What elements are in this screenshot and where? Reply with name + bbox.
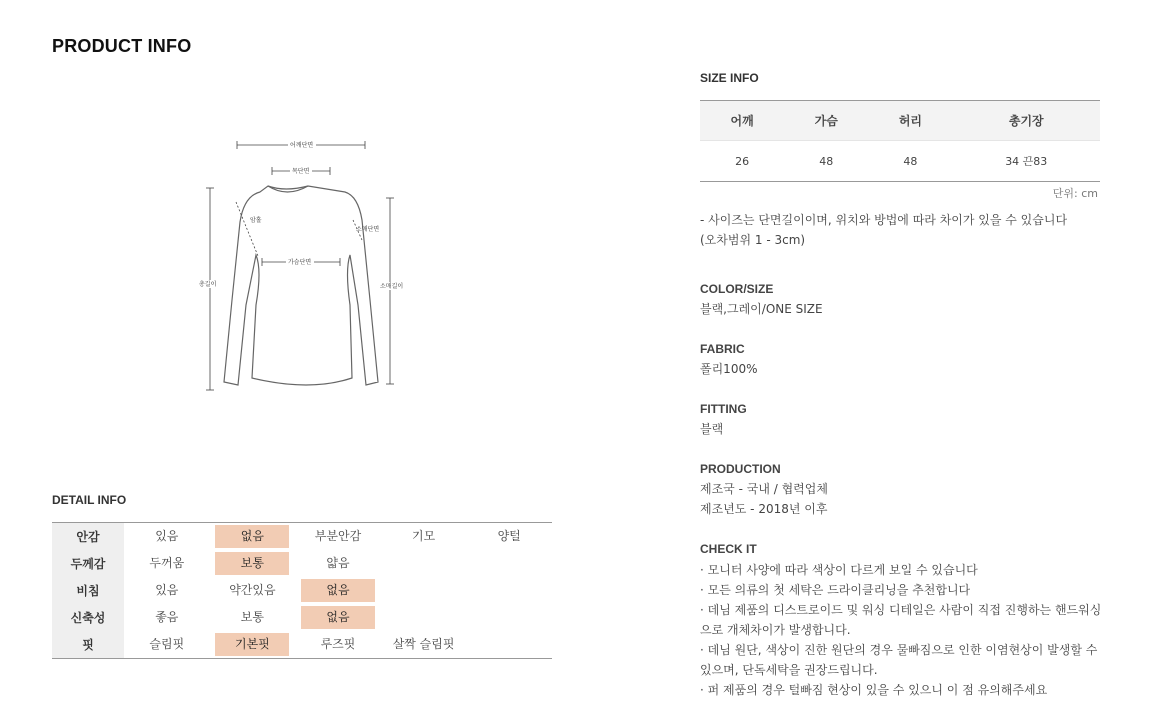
detail-info-title: DETAIL INFO <box>52 493 127 507</box>
size-unit: 단위: cm <box>1052 187 1098 200</box>
detail-cell <box>210 631 296 659</box>
size-value-chest: 48 <box>819 154 834 168</box>
detail-row-label: 안감 <box>52 523 124 551</box>
detail-option: 슬림핏 <box>149 637 185 651</box>
detail-option: 기모 <box>411 529 436 543</box>
size-value-waist: 48 <box>903 154 918 168</box>
color-size-label: COLOR/SIZE <box>700 282 774 296</box>
detail-row-label: 핏 <box>52 631 124 659</box>
label-shoulder: 어깨단면 <box>290 142 314 149</box>
check-it-item: · 퍼 제품의 경우 털빠짐 현상이 있을 수 있으니 이 점 유의해주세요 <box>700 683 1048 697</box>
detail-cell <box>295 523 381 551</box>
detail-cell <box>210 604 296 631</box>
detail-row-label: 신축성 <box>52 604 124 631</box>
label-armhole: 암홀 <box>250 217 262 224</box>
detail-row <box>52 523 552 551</box>
production-label: PRODUCTION <box>700 462 781 476</box>
detail-option-selected: 기본핏 <box>215 633 289 656</box>
production-line1: 제조국 - 국내 / 협력업체 <box>700 482 828 496</box>
detail-cell <box>295 577 381 604</box>
size-note-line2: (오차범위 1 - 3cm) <box>700 233 806 247</box>
check-it-item: · 데님 제품의 디스트로이드 및 워싱 디테일은 사람이 직접 진행하는 핸드워싱으로 개체차이가 발생합니다. <box>700 603 1102 637</box>
detail-cell <box>124 604 210 631</box>
detail-row-label: 비침 <box>52 577 124 604</box>
detail-option: 보통 <box>240 610 264 624</box>
check-it-item: · 모든 의류의 첫 세탁은 드라이클리닝을 추천합니다 <box>700 583 971 597</box>
detail-row <box>52 631 552 659</box>
size-note <box>700 210 1100 250</box>
label-total-length: 총길이 <box>199 281 217 288</box>
detail-row <box>52 577 552 604</box>
detail-row <box>52 604 552 631</box>
garment-diagram-svg <box>190 130 420 400</box>
size-header-chest: 가슴 <box>784 101 868 141</box>
detail-option: 양털 <box>497 529 521 543</box>
detail-cell <box>210 577 296 604</box>
size-table <box>700 100 1100 182</box>
fitting-value: 블랙 <box>700 422 724 436</box>
size-header-length: 총기장 <box>953 101 1100 141</box>
detail-cell <box>295 631 381 659</box>
detail-row <box>52 550 552 577</box>
detail-row-label: 두께감 <box>52 550 124 577</box>
check-it-label: CHECK IT <box>700 542 757 556</box>
detail-cell <box>381 577 467 604</box>
fitting-label: FITTING <box>700 402 747 416</box>
detail-option: 약간있음 <box>229 583 276 597</box>
detail-option: 부분안감 <box>314 529 362 543</box>
detail-cell <box>295 550 381 577</box>
size-note-line1: - 사이즈는 단면길이이며, 위치와 방법에 따라 차이가 있을 수 있습니다 <box>700 213 1068 227</box>
detail-option: 있음 <box>155 583 179 597</box>
size-value-length: 34 끈83 <box>1005 155 1048 168</box>
fabric-label: FABRIC <box>700 342 745 356</box>
detail-cell <box>124 577 210 604</box>
detail-cell <box>124 550 210 577</box>
detail-cell <box>210 523 296 551</box>
detail-cell <box>466 523 552 551</box>
check-it-item: · 데님 원단, 색상이 진한 원단의 경우 물빠짐으로 인한 이염현상이 발생할 수 있으며, 단독세탁을 권장드립니다. <box>700 643 1098 677</box>
detail-option: 루즈핏 <box>320 637 356 651</box>
garment-outline <box>224 186 378 385</box>
detail-cell <box>466 604 552 631</box>
size-value-row <box>700 141 1100 182</box>
fabric-value: 폴리100% <box>700 362 758 376</box>
detail-cell <box>466 631 552 659</box>
detail-info-table <box>52 522 552 659</box>
label-sleeve-length: 소매길이 <box>380 283 404 290</box>
check-it-item: · 모니터 사양에 따라 색상이 다르게 보일 수 있습니다 <box>700 563 978 577</box>
garment-diagram <box>190 130 420 400</box>
size-value-shoulder: 26 <box>735 154 750 168</box>
detail-option-selected: 없음 <box>215 525 289 548</box>
size-header-row <box>700 101 1100 141</box>
label-neck: 목단면 <box>292 168 310 175</box>
check-it-list <box>700 560 1104 700</box>
production-line2: 제조년도 - 2018년 이후 <box>700 502 828 516</box>
detail-option-selected: 없음 <box>301 579 375 602</box>
size-header-shoulder: 어깨 <box>700 101 784 141</box>
color-size-value: 블랙,그레이/ONE SIZE <box>700 302 823 316</box>
label-sleeve-width: 소매단면 <box>356 226 380 233</box>
detail-cell <box>124 631 210 659</box>
size-info-title: SIZE INFO <box>700 71 759 85</box>
detail-cell <box>466 577 552 604</box>
detail-cell <box>210 550 296 577</box>
detail-cell <box>381 523 467 551</box>
production-value <box>700 479 1100 519</box>
detail-option-selected: 보통 <box>215 552 289 575</box>
detail-cell <box>295 604 381 631</box>
detail-option: 두꺼움 <box>149 556 185 570</box>
detail-option: 있음 <box>155 529 179 543</box>
detail-cell <box>381 604 467 631</box>
detail-cell <box>466 550 552 577</box>
page-title: PRODUCT INFO <box>52 36 192 56</box>
label-chest: 가슴단면 <box>288 259 312 266</box>
detail-option: 좋음 <box>155 610 179 624</box>
detail-option: 살짝 슬림핏 <box>392 637 455 651</box>
detail-cell <box>381 631 467 659</box>
detail-cell <box>124 523 210 551</box>
detail-option: 얇음 <box>326 556 350 570</box>
detail-option-selected: 없음 <box>301 606 375 629</box>
size-header-waist: 허리 <box>868 101 952 141</box>
detail-cell <box>381 550 467 577</box>
